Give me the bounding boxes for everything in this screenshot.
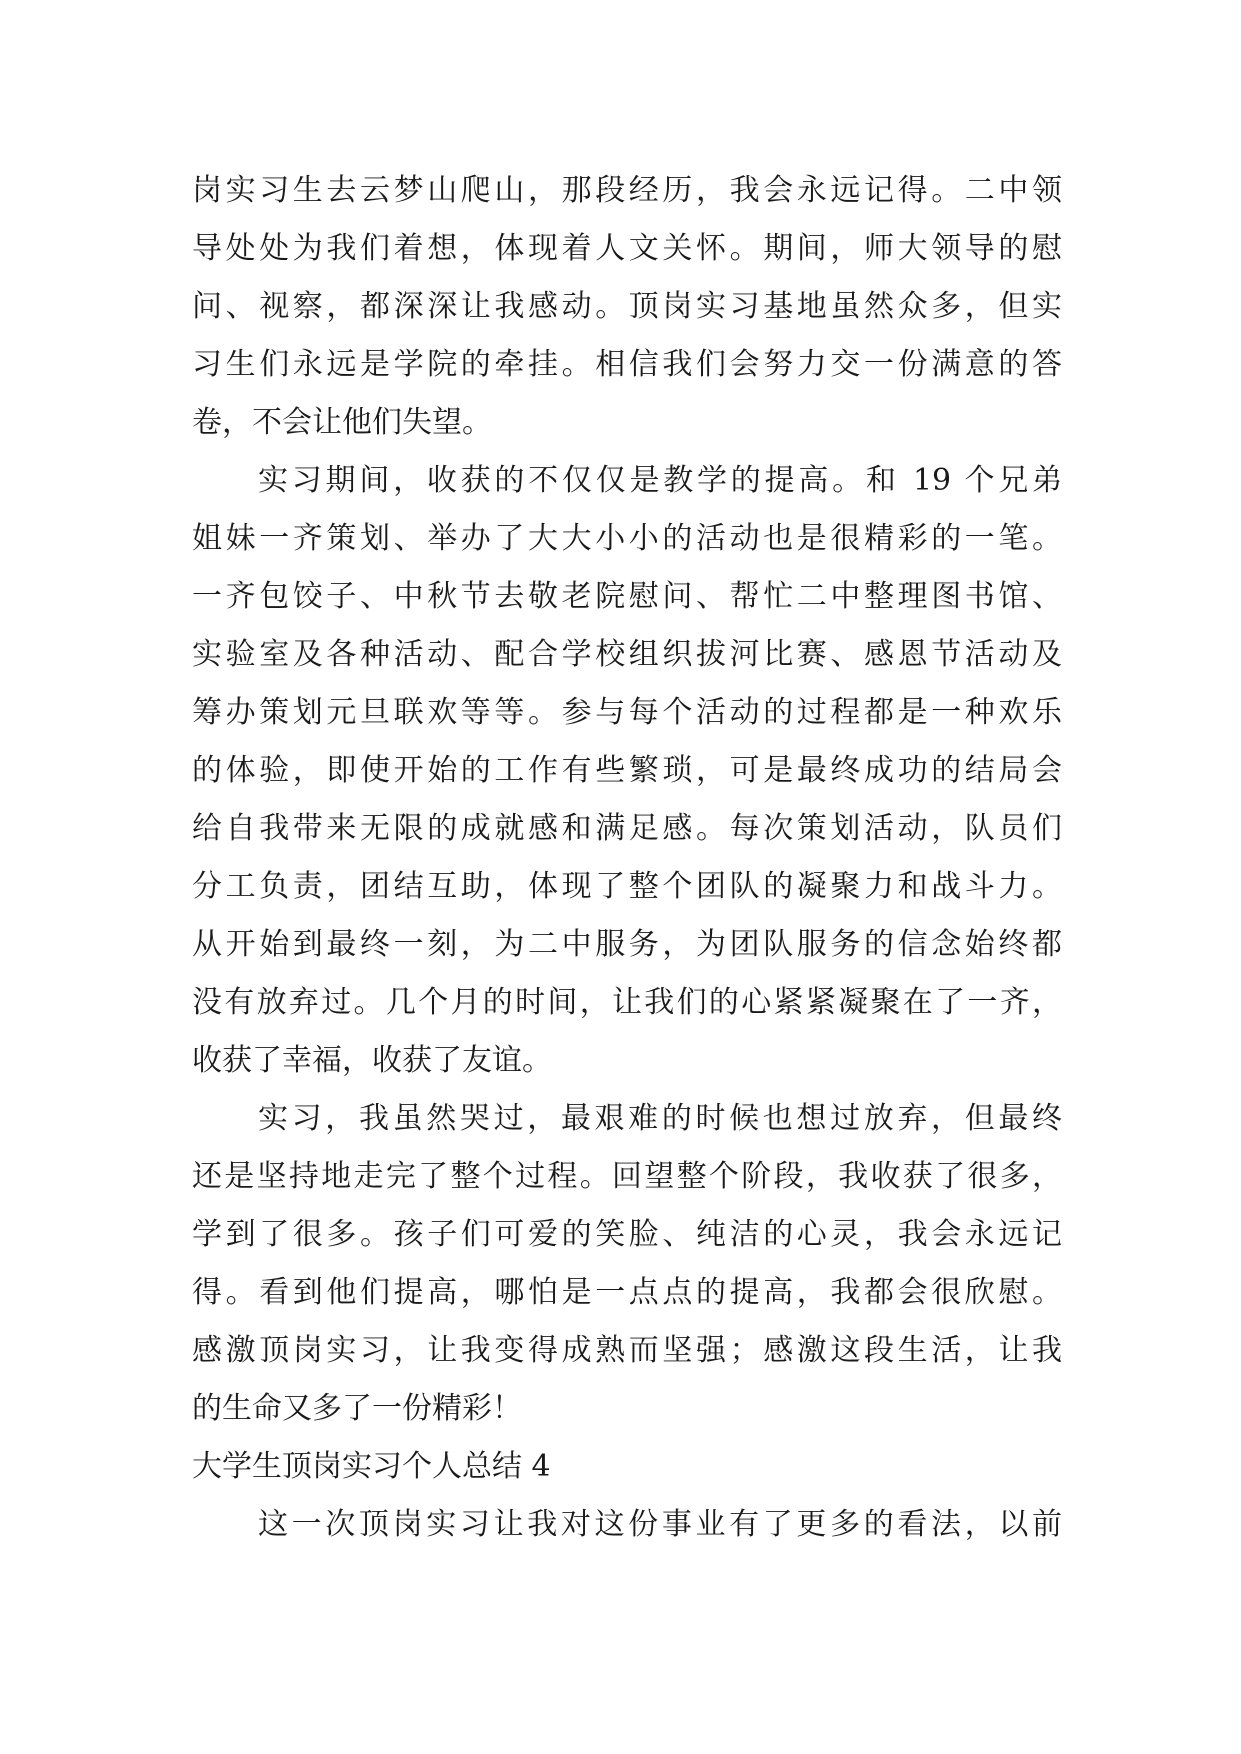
text-line: 导处处为我们着想，体现着人文关怀。期间，师大领导的慰 [192, 231, 1062, 266]
paragraph-start-line: 这一次顶岗实习让我对这份事业有了更多的看法，以前 [258, 1507, 1062, 1542]
text-line: 得。看到他们提高，哪怕是一点点的提高，我都会很欣慰。 [192, 1275, 1062, 1310]
text-line: 的生命又多了一份精彩！ [192, 1391, 522, 1426]
document-body [192, 162, 1062, 1554]
text-line: 岗实习生去云梦山爬山，那段经历，我会永远记得。二中领 [192, 173, 1062, 208]
text-line: 给自我带来无限的成就感和满足感。每次策划活动，队员们 [192, 811, 1062, 846]
text-line: 没有放弃过。几个月的时间，让我们的心紧紧凝聚在了一齐， [192, 985, 1062, 1020]
text-line: 问、视察，都深深让我感动。顶岗实习基地虽然众多，但实 [192, 289, 1062, 324]
text-line: 分工负责，团结互助，体现了整个团队的凝聚力和战斗力。 [192, 869, 1062, 904]
text-line: 收获了幸福，收获了友谊。 [192, 1043, 552, 1078]
text-line: 从开始到最终一刻，为二中服务，为团队服务的信念始终都 [192, 927, 1062, 962]
text-line: 学到了很多。孩子们可爱的笑脸、纯洁的心灵，我会永远记 [192, 1217, 1062, 1252]
text-line: 一齐包饺子、中秋节去敬老院慰问、帮忙二中整理图书馆、 [192, 579, 1062, 614]
text-line: 卷，不会让他们失望。 [192, 405, 492, 440]
paragraph-start-line: 实习，我虽然哭过，最艰难的时候也想过放弃，但最终 [258, 1101, 1062, 1136]
text-line: 实验室及各种活动、配合学校组织拔河比赛、感恩节活动及 [192, 637, 1062, 672]
text-line: 筹办策划元旦联欢等等。参与每个活动的过程都是一种欢乐 [192, 695, 1062, 730]
paragraph-start-line: 实习期间，收获的不仅仅是教学的提高。和 19 个兄弟 [258, 463, 1062, 498]
text-line: 感激顶岗实习，让我变得成熟而坚强；感激这段生活，让我 [192, 1333, 1062, 1368]
text-line: 还是坚持地走完了整个过程。回望整个阶段，我收获了很多， [192, 1159, 1062, 1194]
section-heading: 大学生顶岗实习个人总结 4 [192, 1449, 551, 1484]
text-line: 习生们永远是学院的牵挂。相信我们会努力交一份满意的答 [192, 347, 1062, 382]
text-line: 姐妹一齐策划、举办了大大小小的活动也是很精彩的一笔。 [192, 521, 1062, 556]
text-line: 的体验，即使开始的工作有些繁琐，可是最终成功的结局会 [192, 753, 1062, 788]
